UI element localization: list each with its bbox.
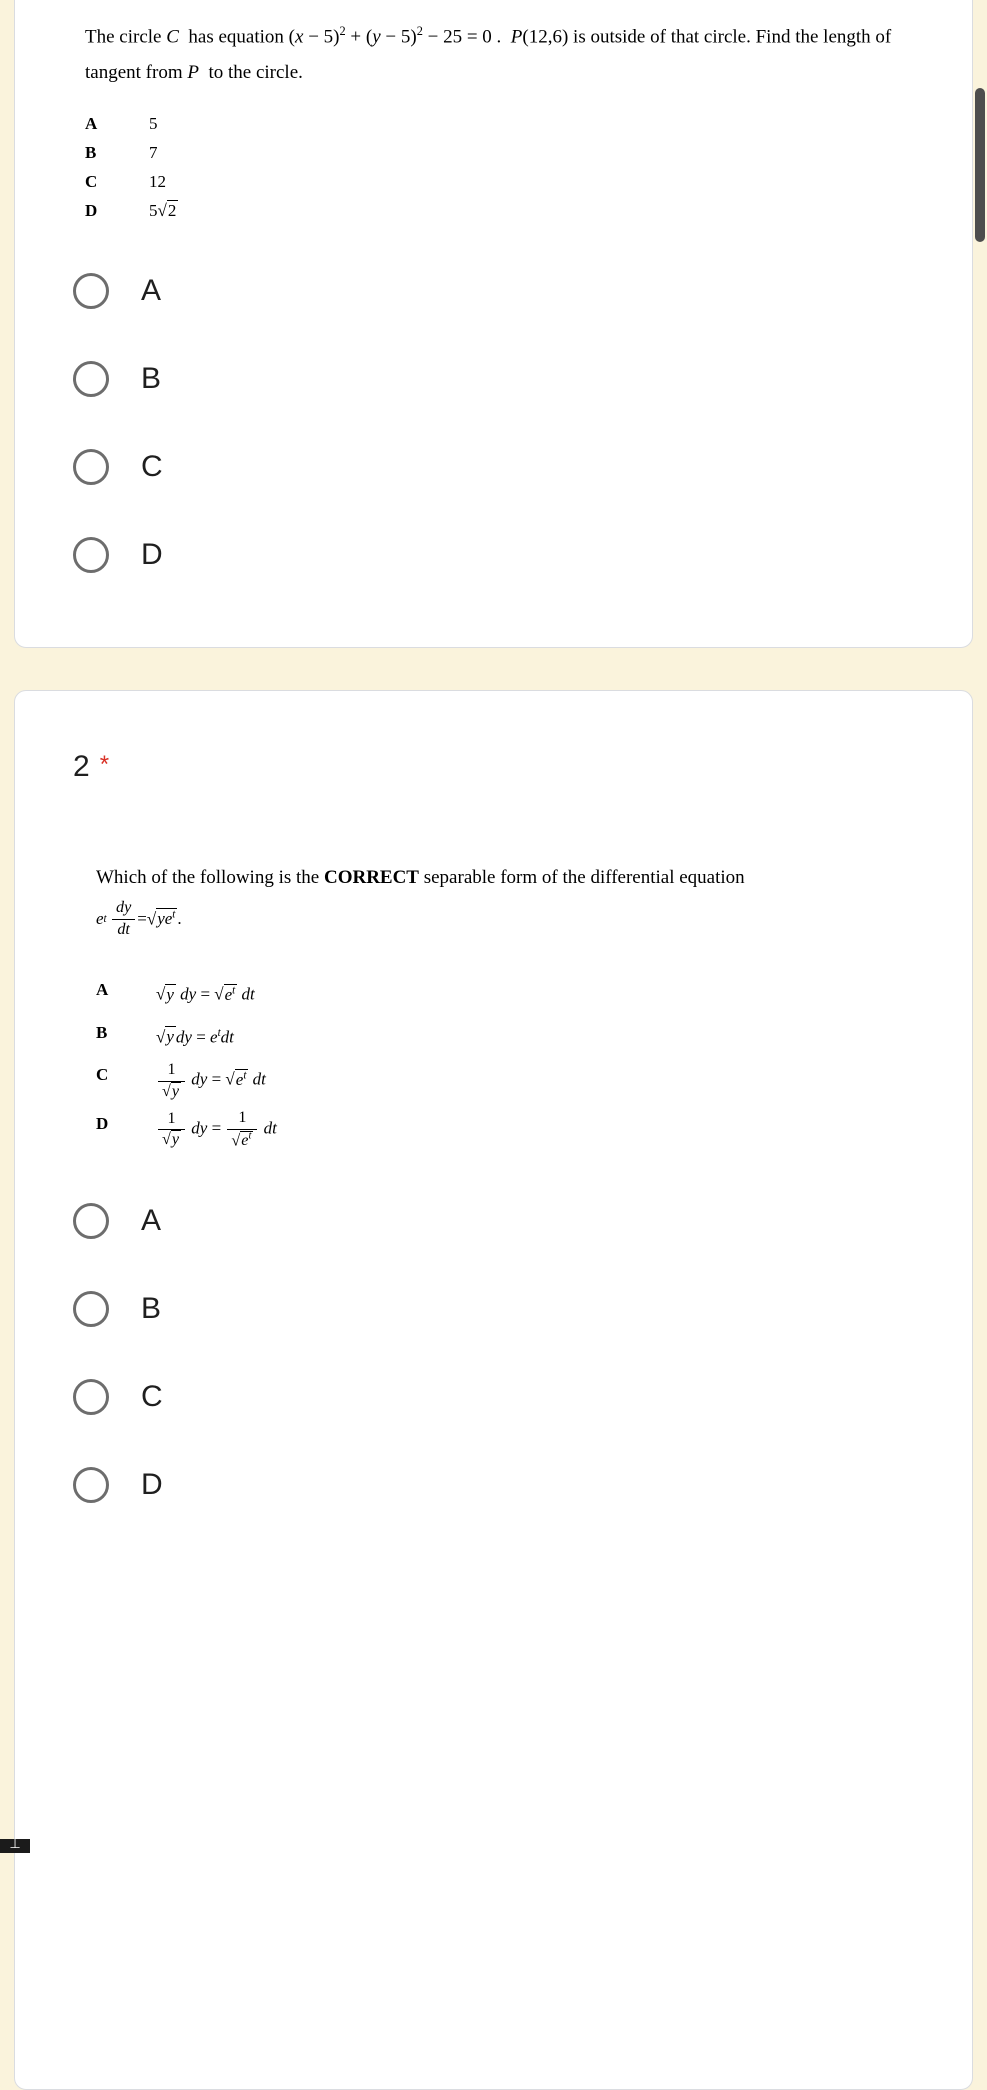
question-1-choice-b — [85, 138, 932, 167]
radio-option-label: A — [141, 274, 162, 308]
choice-value: 7 — [149, 143, 158, 163]
choice-letter: D — [96, 1114, 109, 1134]
choice-letter: C — [96, 1065, 109, 1085]
question-2-choice-list — [96, 975, 932, 1151]
question-1-option-a[interactable] — [73, 273, 293, 309]
radio-button-icon[interactable] — [73, 537, 109, 573]
question-card-2 — [14, 690, 973, 2090]
question-1-option-d[interactable] — [73, 537, 293, 573]
bottom-left-widget[interactable]: ⊥ — [0, 1839, 30, 1853]
question-number-text: 2 — [73, 750, 90, 783]
question-2-option-a[interactable] — [73, 1203, 293, 1239]
choice-letter: C — [85, 172, 98, 192]
question-2-radio-group — [73, 1203, 932, 1503]
choice-value: 5√2 — [149, 201, 177, 221]
radio-option-label: C — [141, 450, 163, 484]
question-1-choice-list — [85, 109, 932, 225]
question-2-choice-c — [96, 1060, 932, 1101]
radio-option-label: D — [141, 1467, 163, 1501]
question-1-choice-a — [85, 109, 932, 138]
radio-button-icon[interactable] — [73, 449, 109, 485]
question-1-radio-group — [73, 273, 932, 573]
question-2-choice-d — [96, 1109, 932, 1151]
choice-value: √y dy = $e^tdt$ — [156, 1026, 234, 1047]
choice-value: 12 — [149, 172, 166, 192]
question-2-choice-b — [96, 1018, 932, 1053]
radio-button-icon[interactable] — [73, 273, 109, 309]
choice-letter: D — [85, 201, 98, 221]
radio-option-label: A — [141, 1203, 162, 1237]
radio-option-label: B — [141, 1291, 162, 1325]
question-1-option-c[interactable] — [73, 449, 293, 485]
question-2-equation: e t $\frac{dy}{dt}$ = $√ye^t$ . — [96, 898, 182, 938]
question-2-number — [73, 747, 932, 785]
required-asterisk: * — [99, 751, 110, 778]
choice-value: $\frac{1}{√y}$ dy = $√e^t$ dt — [156, 1060, 266, 1101]
radio-option-label: D — [141, 538, 163, 572]
question-1-option-b[interactable] — [73, 361, 293, 397]
question-card-1 — [14, 0, 973, 648]
choice-letter: B — [85, 143, 97, 163]
question-2-option-c[interactable] — [73, 1379, 293, 1415]
question-2-choice-a — [96, 975, 932, 1010]
choice-letter: A — [85, 114, 98, 134]
radio-option-label: C — [141, 1379, 163, 1413]
radio-button-icon[interactable] — [73, 1467, 109, 1503]
radio-button-icon[interactable] — [73, 1203, 109, 1239]
question-2-option-d[interactable] — [73, 1467, 293, 1503]
question-1-choice-d — [85, 196, 932, 225]
question-2-text: Which of the following is the CORRECT separable form of the differential equation — [96, 867, 745, 888]
question-1-text: The circle C has equation $(x - 5)^2 + (y - 5)^2 - 25 = 0$ . P(12,6) is outside of that circle. Find the length of tangent from P to the circle. — [85, 24, 892, 84]
choice-value: $\frac{1}{√y}$ dy = $\frac{1}{√e^t}$ dt — [156, 1109, 277, 1151]
choice-letter: A — [96, 980, 109, 999]
scrollbar-thumb[interactable] — [975, 88, 985, 242]
question-2-option-b[interactable] — [73, 1291, 293, 1327]
radio-button-icon[interactable] — [73, 1291, 109, 1327]
question-1-choice-c — [85, 167, 932, 196]
radio-button-icon[interactable] — [73, 361, 109, 397]
radio-button-icon[interactable] — [73, 1379, 109, 1415]
radio-option-label: B — [141, 362, 162, 396]
choice-value: √y dy = $√e^t$ dt — [156, 984, 255, 1004]
choice-letter: B — [96, 1022, 108, 1042]
choice-value: 5 — [149, 114, 158, 134]
